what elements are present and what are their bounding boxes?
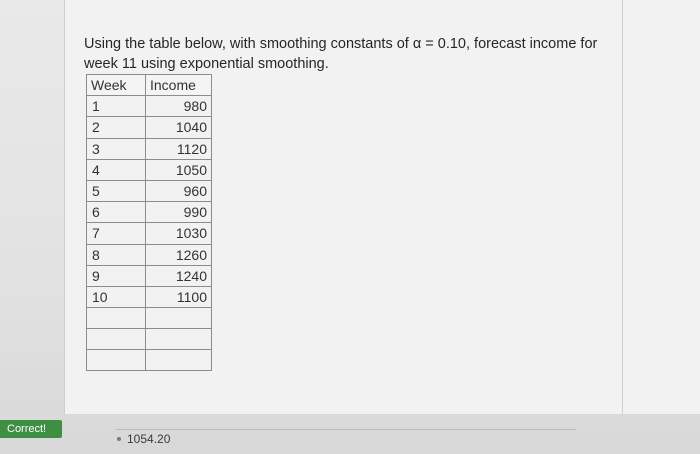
table-row [87,117,212,138]
table-row [87,223,212,244]
income-cell: 1030 [146,223,212,244]
panel-divider [622,0,623,414]
table-row [87,159,212,180]
income-cell: 1260 [146,244,212,265]
income-table [86,74,212,371]
answer-row [117,431,170,447]
week-cell: 6 [87,202,146,223]
table-row [87,286,212,307]
empty-cell [87,329,146,350]
table-row-empty [87,329,212,350]
week-cell: 9 [87,265,146,286]
week-cell: 3 [87,138,146,159]
income-cell: 980 [146,96,212,117]
income-cell: 1040 [146,117,212,138]
correct-badge: Correct! [0,420,62,438]
week-cell: 4 [87,159,146,180]
week-cell: 7 [87,223,146,244]
table-header-row [87,75,212,96]
income-cell: 960 [146,180,212,201]
table-row-empty [87,350,212,371]
empty-cell [87,350,146,371]
header-week: Week [87,75,146,96]
empty-cell [87,308,146,329]
bullet-icon [117,437,121,441]
empty-cell [146,308,212,329]
answer-divider [116,429,576,430]
income-cell: 990 [146,202,212,223]
income-cell: 1050 [146,159,212,180]
table-row [87,265,212,286]
table-row [87,202,212,223]
table-row [87,96,212,117]
week-cell: 5 [87,180,146,201]
income-cell: 1120 [146,138,212,159]
week-cell: 2 [87,117,146,138]
table-row [87,180,212,201]
empty-cell [146,329,212,350]
week-cell: 10 [87,286,146,307]
week-cell: 1 [87,96,146,117]
income-cell: 1240 [146,265,212,286]
answer-value: 1054.20 [127,432,171,446]
income-cell: 1100 [146,286,212,307]
question-text: Using the table below, with smoothing constants of α = 0.10, forecast income for week 11 using exponential smoothing. [84,36,598,72]
week-cell: 8 [87,244,146,265]
table-row [87,244,212,265]
table-row [87,138,212,159]
empty-cell [146,350,212,371]
table-row-empty [87,308,212,329]
header-income: Income [146,75,212,96]
